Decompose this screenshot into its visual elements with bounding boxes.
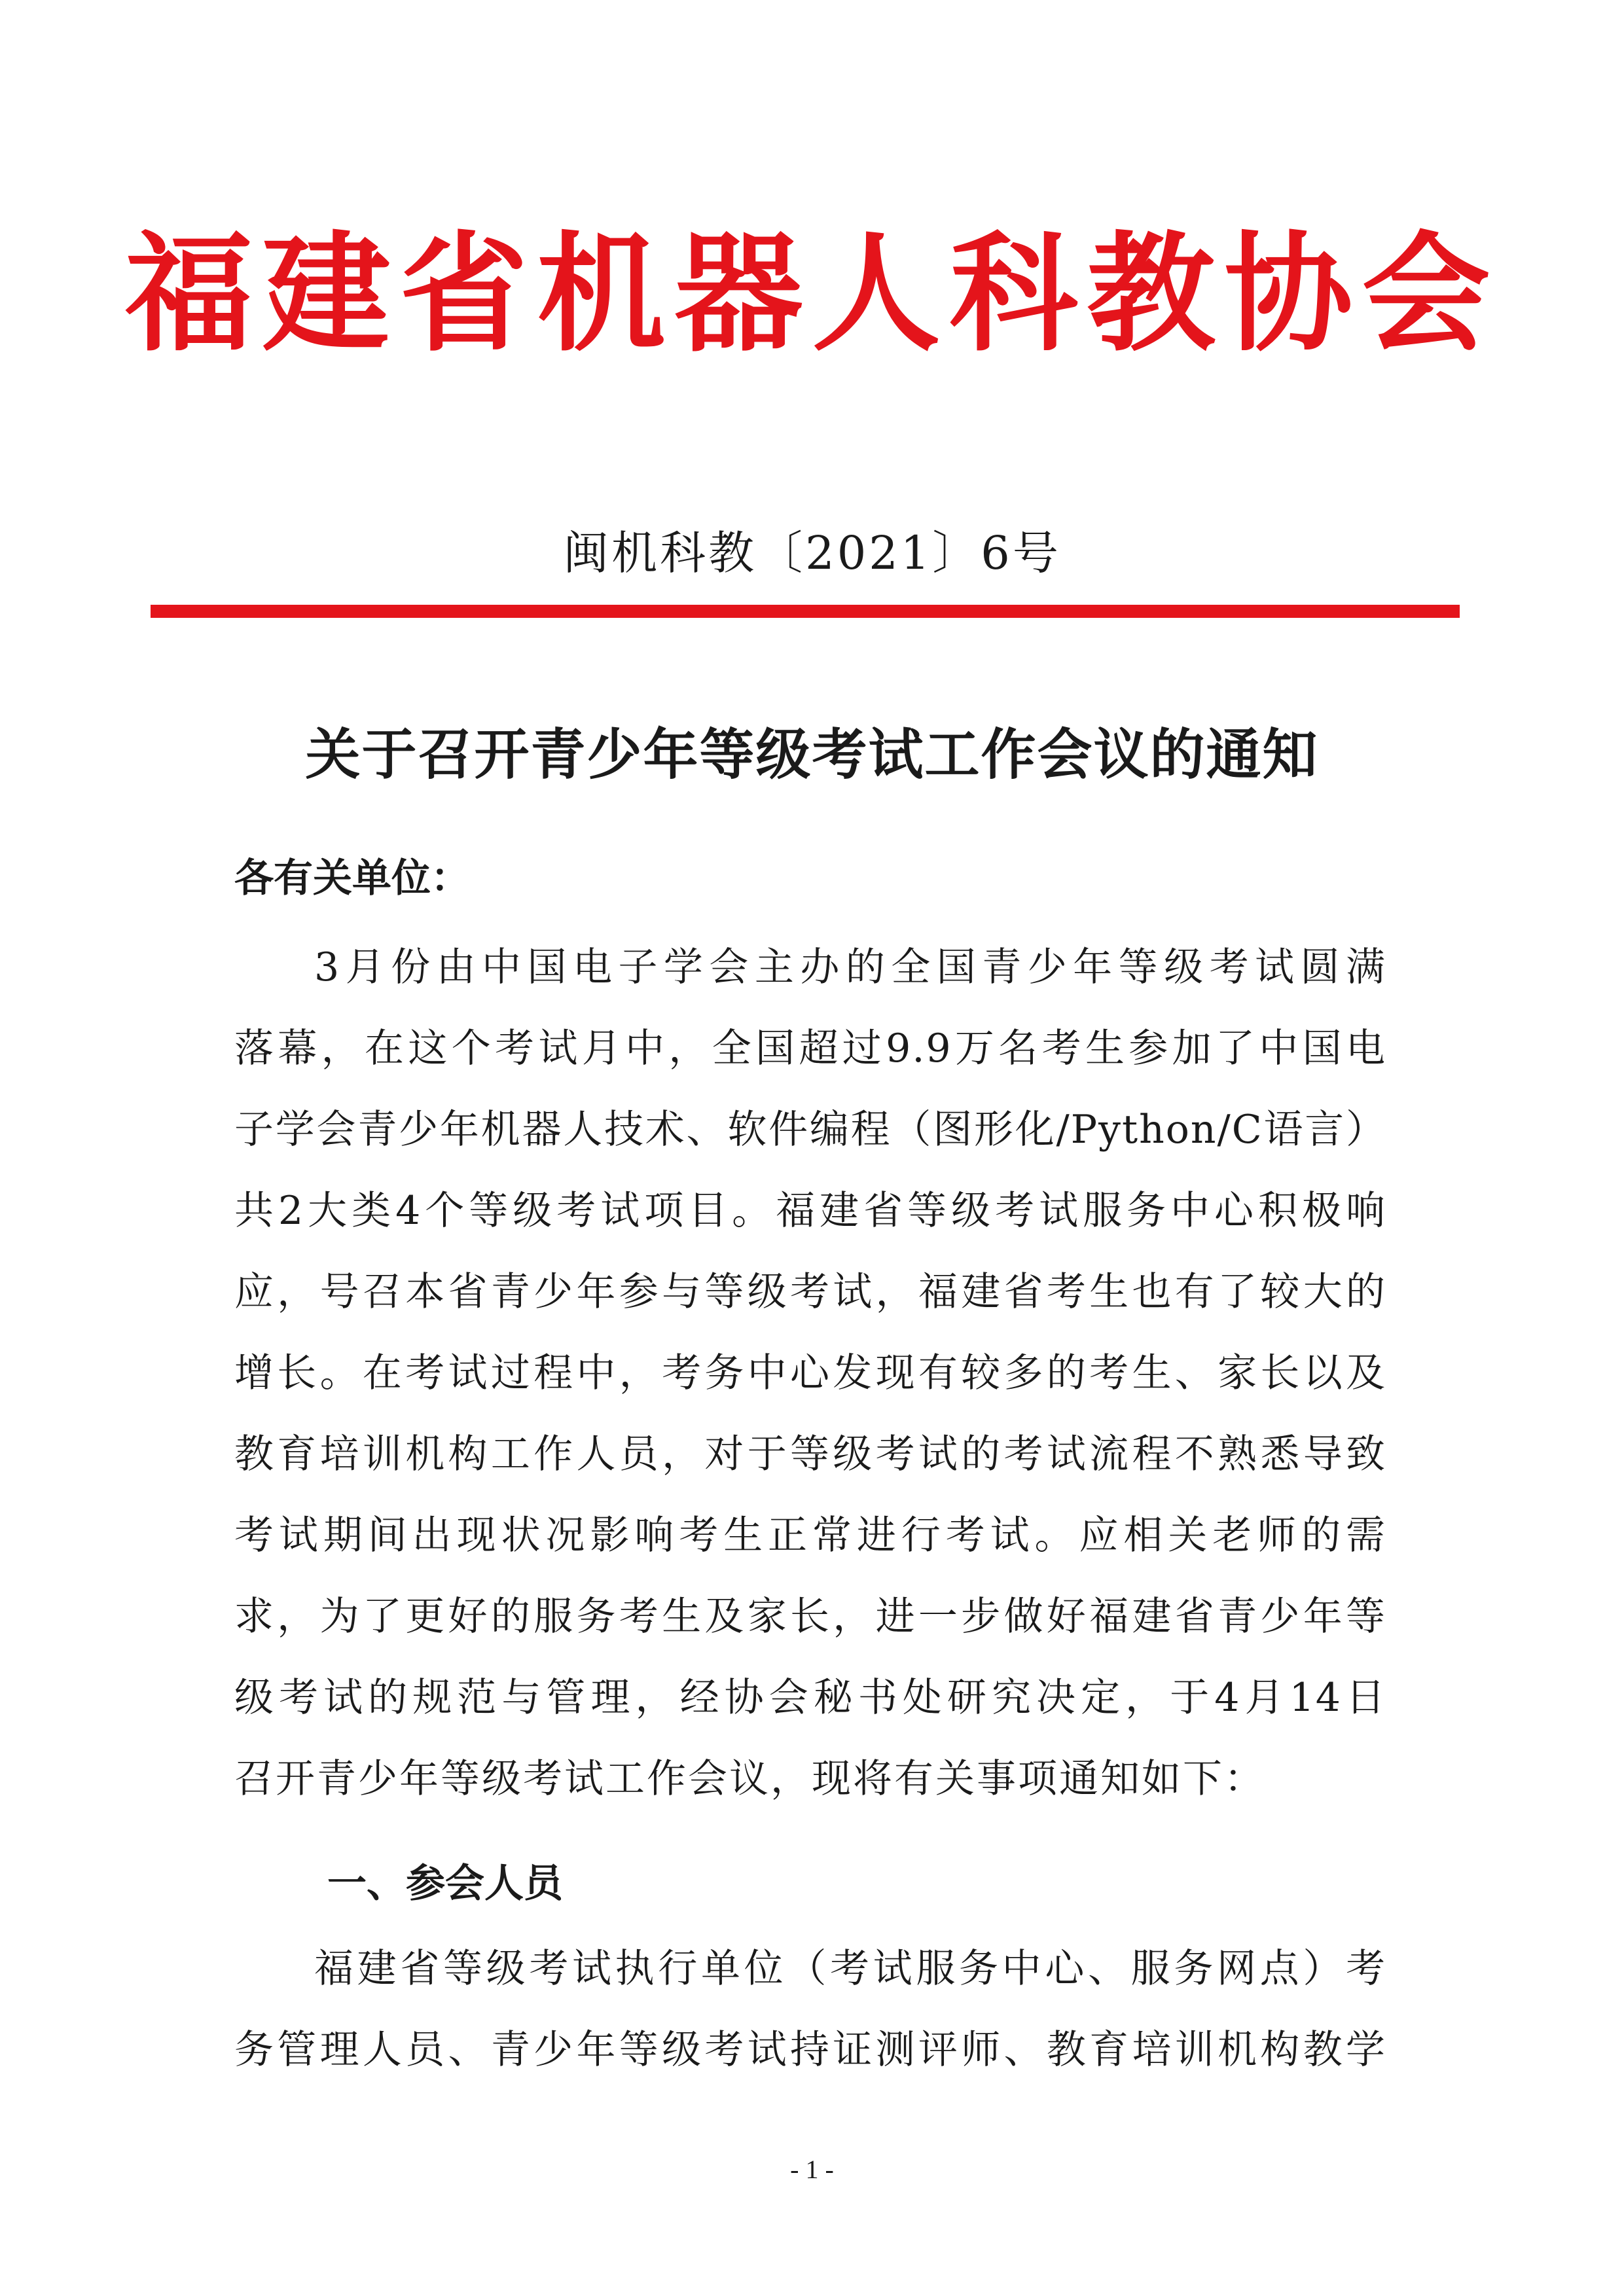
salutation: 各有关单位： (234, 855, 470, 901)
paragraph-line: 召开青少年等级考试工作会议，现将有关事项通知如下： (234, 1756, 1265, 1802)
paragraph-line: 求，为了更好的服务考生及家长，进一步做好福建省青少年等 (234, 1594, 1386, 1640)
paragraph-line: 3月份由中国电子学会主办的全国青少年等级考试圆满 (314, 944, 1386, 990)
red-divider-line (151, 605, 1460, 618)
paragraph-line: 福建省等级考试执行单位（考试服务中心、服务网点）考 (314, 1946, 1386, 1992)
paragraph-line: 教育培训机构工作人员，对于等级考试的考试流程不熟悉导致 (234, 1431, 1386, 1477)
paragraph-line: 增长。在考试过程中，考务中心发现有较多的考生、家长以及 (234, 1350, 1386, 1396)
paragraph-line: 考试期间出现状况影响考生正常进行考试。应相关老师的需 (234, 1513, 1386, 1558)
paragraph-line: 应，号召本省青少年参与等级考试，福建省考生也有了较大的 (234, 1269, 1386, 1315)
document-number: 闽机科教〔2021〕6号 (563, 526, 1061, 580)
notice-title: 关于召开青少年等级考试工作会议的通知 (305, 723, 1319, 787)
section-heading-attendees: 一、参会人员 (327, 1861, 563, 1907)
paragraph-line: 级考试的规范与管理，经协会秘书处研究决定，于4月14日 (234, 1675, 1386, 1721)
paragraph-line: 子学会青少年机器人技术、软件编程（图形化/Python/C语言） (234, 1107, 1386, 1153)
paragraph-line: 务管理人员、青少年等级考试持证测评师、教育培训机构教学 (234, 2027, 1386, 2073)
paragraph-line: 共2大类4个等级考试项目。福建省等级考试服务中心积极响 (234, 1188, 1386, 1234)
page-number: - 1 - (790, 2155, 834, 2184)
organization-title: 福建省机器人科教协会 (124, 220, 1500, 369)
paragraph-line: 落幕，在这个考试月中，全国超过9.9万名考生参加了中国电 (234, 1026, 1386, 1071)
